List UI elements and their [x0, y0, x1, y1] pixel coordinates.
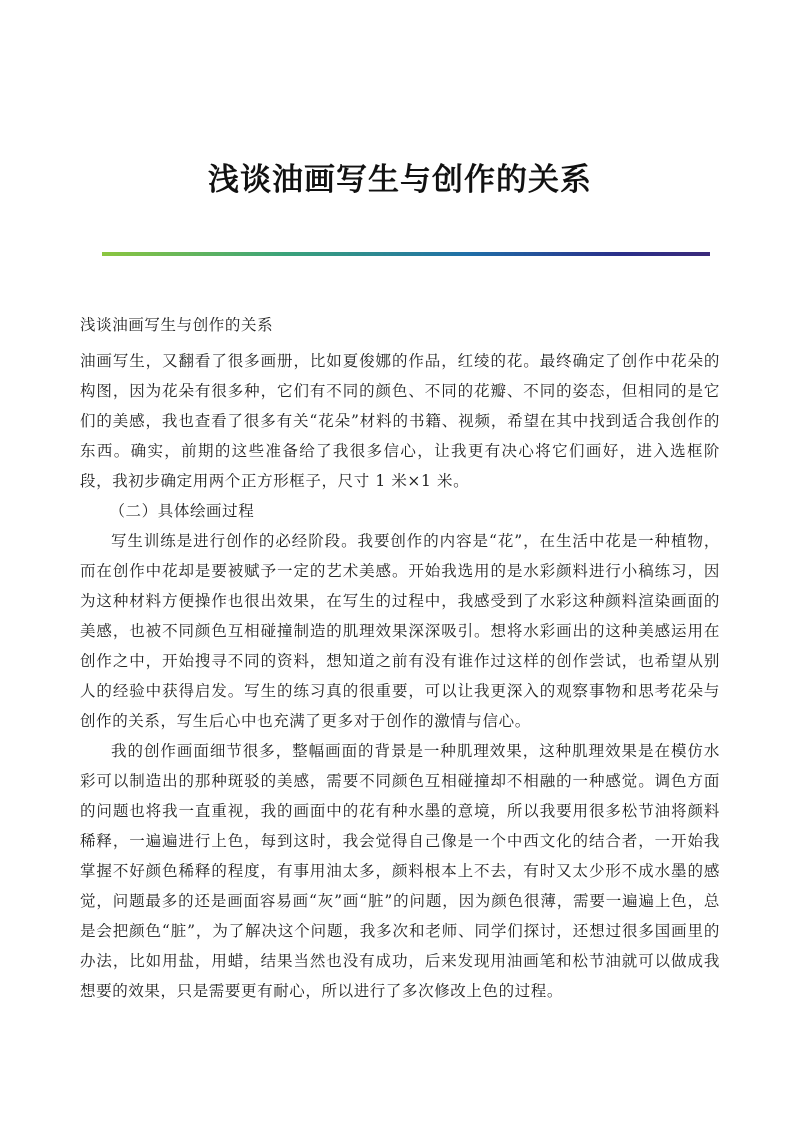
document-subtitle: 浅谈油画写生与创作的关系: [80, 316, 274, 334]
title-divider: [102, 252, 710, 256]
paragraph-intro: 油画写生，又翻看了很多画册，比如夏俊娜的作品，红绫的花。最终确定了创作中花朵的构图，因为花朵有很多种，它们有不同的颜色、不同的花瓣、不同的姿态，但相同的是它们的美感，我也查看了很多有关“花朵”材料的书籍、视频，希望在其中找到适合我创作的东西。确实，前期的这些准备给了我很多信心，让我更有决心将它们画好，进入选框阶段，我初步确定用两个正方形框子，尺寸 1 米×1 米。: [80, 352, 720, 490]
paragraph-painting-details: 我的创作画面细节很多，整幅画面的背景是一种肌理效果，这种肌理效果是在模仿水彩可以制造出的那种斑驳的美感，需要不同颜色互相碰撞却不相融的一种感觉。调色方面的问题也将我一直重视，我的画面中的花有种水墨的意境，所以我要用很多松节油将颜料稀释，一遍遍进行上色，每到这时，我会觉得自己像是一个中西文化的结合者，一开始我掌握不好颜色稀释的程度，有事用油太多，颜料根本上不去，有时又太少形不成水墨的感觉，问题最多的还是画面容易画“灰”画“脏”的问题，因为颜色很薄，需要一遍遍上色，总是会把颜色“脏”，为了解决这个问题，我多次和老师、同学们探讨，还想过很多国画里的办法，比如用盐，用蜡，结果当然也没有成功，后来发现用油画笔和松节油就可以做成我想要的效果，只是需要更有耐心，所以进行了多次修改上色的过程。: [80, 742, 720, 1000]
paragraph-sketch-training: 写生训练是进行创作的必经阶段。我要创作的内容是“花”，在生活中花是一种植物，而在创作中花却是要被赋予一定的艺术美感。开始我选用的是水彩颜料进行小稿练习，因为这种材料方便操作也很出效果，在写生的过程中，我感受到了水彩这种颜料渲染画面的美感，也被不同颜色互相碰撞制造的肌理效果深深吸引。想将水彩画出的这种美感运用在创作之中，开始搜寻不同的资料，想知道之前有没有谁作过这样的创作尝试，也希望从别人的经验中获得启发。写生的练习真的很重要，可以让我更深入的观察事物和思考花朵与创作的关系，写生后心中也充满了更多对于创作的激情与信心。: [80, 532, 720, 730]
page-title: 浅谈油画写生与创作的关系: [208, 162, 592, 198]
document-body: [80, 310, 720, 1006]
section-heading: （二）具体绘画过程: [109, 502, 255, 520]
